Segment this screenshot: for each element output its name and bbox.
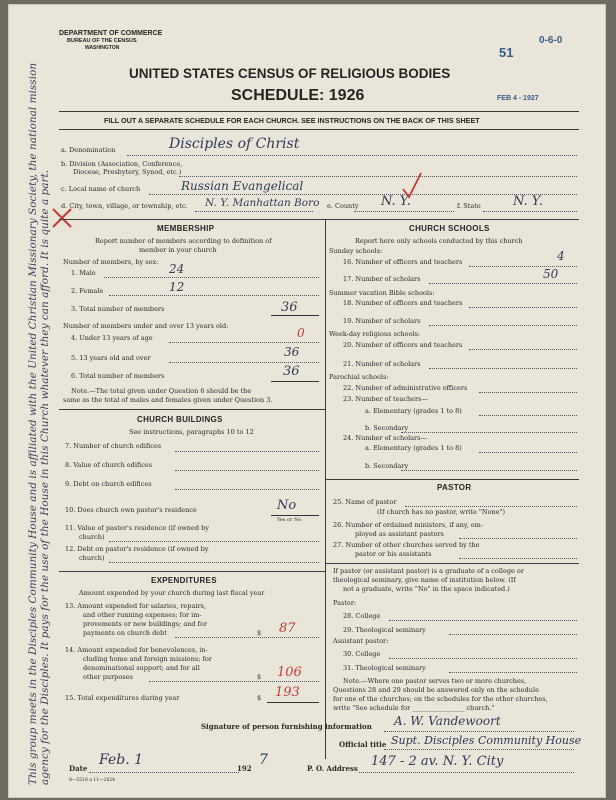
q21-label: 21. Number of scholars <box>343 360 421 368</box>
q14-label-3: denominational support; and for all <box>83 664 200 672</box>
pastor-note-2: Questions 28 and 29 should be answered only on the schedule <box>333 686 539 694</box>
state-label: f. State <box>457 202 481 210</box>
q11-label: 11. Value of pastor's residence (if owned by <box>65 524 209 532</box>
q23b-label: b. Secondary <box>365 424 409 432</box>
q2-value: 12 <box>169 280 185 294</box>
q3-value: 36 <box>281 300 298 315</box>
q16-label: 16. Number of officers and teachers <box>343 258 463 266</box>
date-value: Feb. 1 <box>99 752 144 768</box>
local-name-value: Russian Evangelical <box>181 179 304 193</box>
po-address-label: P. O. Address <box>307 764 358 773</box>
q23a-label: a. Elementary (grades 1 to 8) <box>365 407 462 415</box>
year-digit: 7 <box>259 752 268 768</box>
summer-schools-label: Summer vacation Bible schools: <box>329 289 435 297</box>
q2-label: 2. Female <box>71 287 104 295</box>
q23-label: 23. Number of teachers— <box>343 395 428 403</box>
members-by-sex-label: Number of members, by sex: <box>63 258 159 266</box>
graduate-instructions-2: theological seminary, give name of institution below. (If <box>333 576 516 584</box>
q25-hint: (If church has no pastor, write "None") <box>377 508 506 516</box>
q14-dollar: $ <box>257 673 262 681</box>
q6-value: 36 <box>283 364 300 379</box>
q16-value: 4 <box>557 249 565 263</box>
instructions-banner: FILL OUT A SEPARATE SCHEDULE FOR EACH CHURCH. SEE INSTRUCTIONS ON THE BACK OF THIS SHEET <box>104 116 480 125</box>
q14-label-2: cluding home and foreign missions; for <box>83 655 212 663</box>
q30-label: 30. College <box>343 650 381 658</box>
q20-label: 20. Number of officers and teachers <box>343 341 463 349</box>
census-schedule-page <box>8 4 606 798</box>
schools-heading: CHURCH SCHOOLS <box>409 224 490 233</box>
membership-intro: Report number of members according to definition of <box>95 237 272 245</box>
stamp-number: 51 <box>499 45 514 60</box>
graduate-instructions-3: not a graduate, write "No" in the space indicated.) <box>343 585 510 593</box>
q10-value: No <box>277 498 297 513</box>
q4-value: 0 <box>297 326 305 340</box>
q17-label: 17. Number of scholars <box>343 275 421 283</box>
q12-label-2: church) <box>79 554 105 562</box>
q5-value: 36 <box>284 345 300 359</box>
buildings-heading: CHURCH BUILDINGS <box>137 415 223 424</box>
red-check-mark <box>401 171 423 201</box>
pastor-heading: PASTOR <box>437 483 472 492</box>
signature-value: A. W. Vandewoort <box>394 714 501 728</box>
pastor-note-4: write "See schedule for ________________ church." <box>333 704 495 712</box>
q14-label: 14. Amount expended for benevolences, in- <box>65 646 208 654</box>
q10-label: 10. Does church own pastor's residence <box>65 506 197 514</box>
schools-sub: Report here only schools conducted by this church <box>355 237 523 245</box>
under-over-13-label: Number of members under and over 13 years old: <box>63 322 229 330</box>
membership-intro-2: member in your church <box>139 246 217 254</box>
parochial-schools-label: Parochial schools: <box>329 373 389 381</box>
q29-label: 29. Theological seminary <box>343 626 426 634</box>
stamp-date: FEB 4 - 1927 <box>497 95 539 102</box>
margin-note <box>27 25 51 785</box>
schedule-title: SCHEDULE: 1926 <box>231 87 365 104</box>
q1-label: 1. Male <box>71 269 96 277</box>
membership-heading: MEMBERSHIP <box>157 224 215 233</box>
buildings-sub: See instructions, paragraphs 10 to 12 <box>129 428 254 436</box>
q28-label: 28. College <box>343 612 381 620</box>
q25-label: 25. Name of pastor <box>333 498 397 506</box>
q4-label: 4. Under 13 years of age <box>71 334 153 342</box>
dept-label: DEPARTMENT OF COMMERCE <box>59 30 163 37</box>
red-x-mark <box>49 205 75 231</box>
form-number: 8—5518 a 11—2624 <box>69 778 116 783</box>
q24b-label: b. Secondary <box>365 462 409 470</box>
q24-label: 24. Number of scholars— <box>343 434 427 442</box>
official-title-value: Supt. Disciples Community House <box>391 734 582 747</box>
date-label: Date <box>69 764 88 773</box>
sunday-schools-label: Sunday schools: <box>329 247 383 255</box>
q13-label-3: provements or new buildings; and for <box>83 620 208 628</box>
assistant-pastor-label: Assistant pastor: <box>333 637 389 645</box>
q12-label: 12. Debt on pastor's residence (if owned by <box>65 545 209 553</box>
division-label: b. Division (Association, Conference, <box>61 160 183 168</box>
q13-label-4: payments on church debt <box>83 629 167 637</box>
q27-label-2: pastor or his assistants <box>355 550 432 558</box>
q17-value: 50 <box>543 267 559 281</box>
membership-note-2: same as the total of males and females given under Question 3. <box>63 396 273 404</box>
q26-label: 26. Number of ordained ministers, if any, em- <box>333 521 484 529</box>
q24a-label: a. Elementary (grades 1 to 8) <box>365 444 462 452</box>
signature-label: Signature of person furnishing information <box>201 722 372 731</box>
q13-dollar: $ <box>257 629 262 637</box>
state-value: N. Y. <box>513 194 543 209</box>
official-title-label: Official title <box>339 740 387 749</box>
q15-label: 15. Total expenditures during year <box>65 694 180 702</box>
q15-dollar: $ <box>257 694 262 702</box>
membership-note: Note.—The total given under Question 6 should be the <box>71 387 252 395</box>
q8-label: 8. Value of church edifices <box>65 461 153 469</box>
city-label: WASHINGTON <box>85 45 120 51</box>
q9-label: 9. Debt on church edifices <box>65 480 152 488</box>
graduate-instructions: If pastor (or assistant pastor) is a graduate of a college or <box>333 567 524 575</box>
bureau-label: BUREAU OF THE CENSUS <box>67 38 137 44</box>
form-title: UNITED STATES CENSUS OF RELIGIOUS BODIES <box>129 66 451 81</box>
q14-value: 106 <box>277 665 302 680</box>
pastor-label: Pastor: <box>333 599 357 607</box>
local-name-label: c. Local name of church <box>61 185 141 193</box>
expenditures-heading: EXPENDITURES <box>151 576 217 585</box>
q3-label: 3. Total number of members <box>71 305 165 313</box>
weekday-schools-label: Week-day religious schools: <box>329 330 421 338</box>
q1-value: 24 <box>169 262 185 276</box>
county-label: e. County <box>327 202 359 210</box>
yes-no-hint: Yes or No <box>277 517 302 523</box>
q13-label: 13. Amount expended for salaries, repairs, <box>65 602 206 610</box>
q5-label: 5. 13 years old and over <box>71 354 151 362</box>
q15-value: 193 <box>275 685 300 700</box>
expenditures-sub: Amount expended by your church during last fiscal year <box>79 589 265 597</box>
q31-label: 31. Theological seminary <box>343 664 426 672</box>
po-address-value: 147 - 2 av. N. Y. City <box>371 754 504 769</box>
q14-label-4: other purposes <box>83 673 133 681</box>
pastor-note: Note.—Where one pastor serves two or more churches, <box>343 677 527 685</box>
q18-label: 18. Number of officers and teachers <box>343 299 463 307</box>
q11-label-2: church) <box>79 533 105 541</box>
q7-label: 7. Number of church edifices <box>65 442 162 450</box>
stamp-code: 0-6-0 <box>539 35 563 46</box>
q22-label: 22. Number of administrative officers <box>343 384 468 392</box>
division-label-2: Diocese, Presbytery, Synod, etc.) <box>73 168 182 176</box>
q13-label-2: and other running expenses; for im- <box>83 611 202 619</box>
q13-value: 87 <box>279 621 296 636</box>
margin-note-text: This group meets in the Disciples Community House and is affiliated with the United Christian Missionary Society, the national mission agency for the Disciples. It pays for the use of the House in this Church whatever they can afford. It is quite a part. <box>27 62 51 785</box>
denomination-label: a. Denomination <box>61 146 116 154</box>
city-town-label: d. City, town, village, or township, etc. <box>61 202 188 210</box>
q26-label-2: ployed as assistant pastors <box>355 530 444 538</box>
q27-label: 27. Number of other churches served by the <box>333 541 480 549</box>
q19-label: 19. Number of scholars <box>343 317 421 325</box>
denomination-value: Disciples of Christ <box>169 136 300 152</box>
year-prefix: 192 <box>237 764 252 773</box>
city-town-value: N. Y. Manhattan Boro <box>205 197 320 209</box>
q6-label: 6. Total number of members <box>71 372 165 380</box>
county-value: N. Y. <box>381 194 411 209</box>
pastor-note-3: for one of the churches; on the schedules for the other churches, <box>333 695 548 703</box>
